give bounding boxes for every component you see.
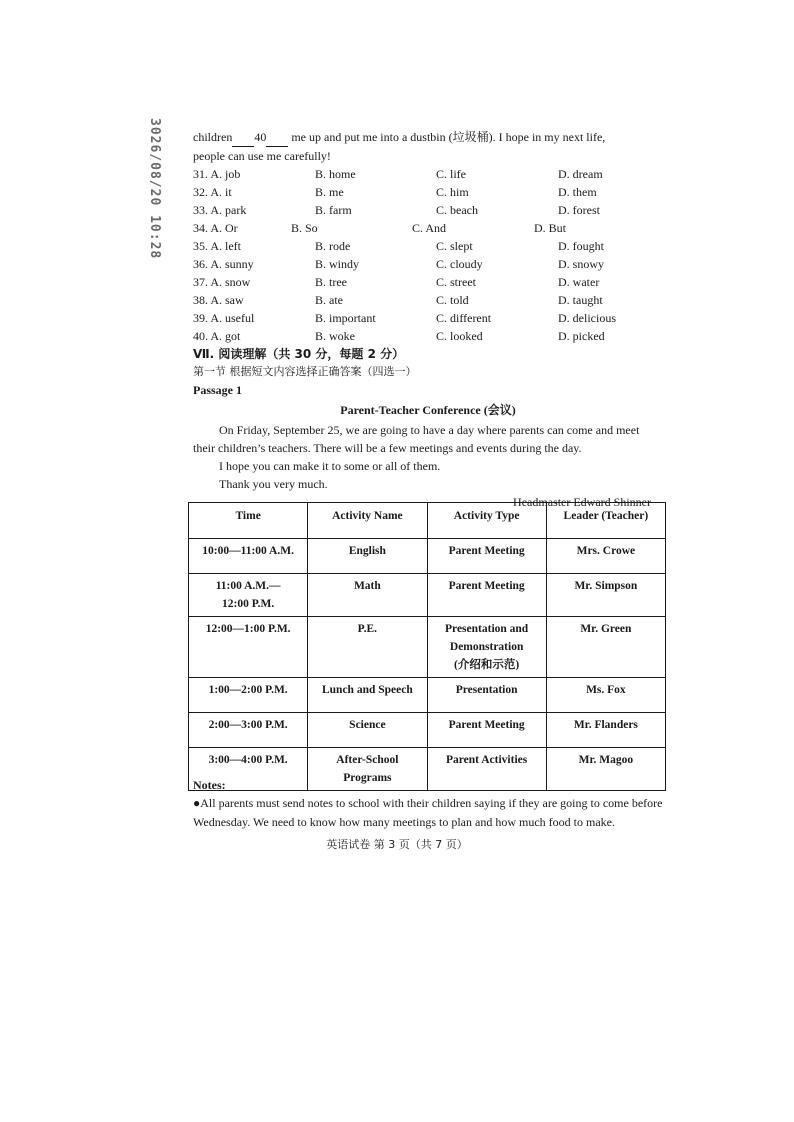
leader-cell: Mr. Simpson [546, 574, 665, 617]
table-row [189, 574, 666, 617]
cloze-line-1 [193, 128, 663, 147]
option-row [193, 219, 663, 237]
option-row [193, 291, 663, 309]
activity-name-cell: P.E. [308, 617, 427, 678]
option-b: B. windy [315, 257, 360, 271]
column-header-activity-type: Activity Type [427, 503, 546, 539]
option-row [193, 201, 663, 219]
option-d: D. delicious [558, 311, 616, 325]
option-c: C. beach [436, 203, 478, 217]
passage-paragraph: I hope you can make it to some or all of them. [219, 459, 441, 473]
option-b: B. So [291, 221, 318, 235]
option-row [193, 327, 663, 345]
option-d: D. But [534, 221, 567, 235]
option-b: B. me [315, 185, 344, 199]
exam-content [193, 128, 663, 511]
column-header-activity-name: Activity Name [308, 503, 427, 539]
activity-type-cell: Parent Meeting [427, 539, 546, 574]
option-c: C. street [436, 275, 476, 289]
option-row [193, 183, 663, 201]
option-b: B. rode [315, 239, 351, 253]
table-row [189, 617, 666, 678]
option-a: 33. A. park [193, 203, 247, 217]
option-c: C. looked [436, 329, 483, 343]
option-row [193, 309, 663, 327]
time-cell: 11:00 A.M.— 12:00 P.M. [189, 574, 308, 617]
cloze-text-before: children [193, 130, 233, 144]
activity-name-cell: English [308, 539, 427, 574]
time-cell: 12:00—1:00 P.M. [189, 617, 308, 678]
activity-name-cell: Science [308, 713, 427, 748]
leader-cell: Ms. Fox [546, 678, 665, 713]
option-b: B. important [315, 311, 376, 325]
options-list [193, 165, 663, 345]
option-a: 31. A. job [193, 167, 241, 181]
option-a: 40. A. got [193, 329, 241, 343]
option-d: D. picked [558, 329, 605, 343]
side-timestamp-stamp: 3026/08/20 10:28 [147, 118, 162, 260]
passage-title: Parent-Teacher Conference (会议) [340, 403, 516, 417]
passage-label: Passage 1 [193, 383, 242, 397]
headmaster-signature: Headmaster Edward Shinner [513, 495, 651, 509]
leader-cell: Mr. Flanders [546, 713, 665, 748]
option-c: C. life [436, 167, 466, 181]
cloze-line-2: people can use me carefully! [193, 149, 331, 163]
option-a: 35. A. left [193, 239, 241, 253]
option-b: B. woke [315, 329, 355, 343]
blank-line [232, 128, 254, 147]
option-c: C. slept [436, 239, 473, 253]
table-row [189, 713, 666, 748]
activity-name-cell: Lunch and Speech [308, 678, 427, 713]
section-subheading: 第一节 根据短文内容选择正确答案（四选一） [193, 365, 417, 378]
leader-cell: Mr. Magoo [546, 748, 665, 791]
time-cell: 3:00—4:00 P.M. [189, 748, 308, 791]
cloze-text-after: me up and put me into a dustbin (垃圾桶). I hope in my next life, [288, 130, 606, 144]
option-a: 34. A. Or [193, 221, 238, 235]
option-d: D. dream [558, 167, 603, 181]
table-header-row [189, 503, 666, 539]
activity-type-cell: Parent Meeting [427, 574, 546, 617]
option-c: C. cloudy [436, 257, 483, 271]
table-row [189, 539, 666, 574]
passage-paragraph: Thank you very much. [219, 477, 328, 491]
activity-name-cell: After-School Programs [308, 748, 427, 791]
page-footer: 英语试卷 第 3 页（共 7 页） [326, 838, 468, 851]
option-a: 38. A. saw [193, 293, 244, 307]
time-cell: 1:00—2:00 P.M. [189, 678, 308, 713]
activity-type-cell: Parent Activities [427, 748, 546, 791]
option-c: C. And [412, 221, 447, 235]
activity-type-cell: Parent Meeting [427, 713, 546, 748]
passage-paragraph: On Friday, September 25, we are going to have a day where parents can come and meet their children’s teachers. There will be a few meetings and events during the day. [193, 423, 640, 455]
activity-type-cell: Presentation and Demonstration (介绍和示范) [427, 617, 546, 678]
option-a: 39. A. useful [193, 311, 255, 325]
leader-cell: Mrs. Crowe [546, 539, 665, 574]
option-d: D. forest [558, 203, 600, 217]
option-d: D. taught [558, 293, 603, 307]
table-row [189, 678, 666, 713]
option-row [193, 237, 663, 255]
option-b: B. home [315, 167, 356, 181]
option-row [193, 273, 663, 291]
time-cell: 10:00—11:00 A.M. [189, 539, 308, 574]
option-row [193, 165, 663, 183]
column-header-time: Time [189, 503, 308, 539]
activity-type-cell: Presentation [427, 678, 546, 713]
option-row [193, 255, 663, 273]
activity-name-cell: Math [308, 574, 427, 617]
option-a: 37. A. snow [193, 275, 251, 289]
blank-number: 40 [254, 130, 267, 144]
option-d: D. water [558, 275, 600, 289]
note-item: ●All parents must send notes to school with their children saying if they are going to come before Wednesday. We need to know how many meetings to plan and how much food to make. [193, 796, 663, 829]
option-d: D. fought [558, 239, 604, 253]
column-header-leader: Leader (Teacher) [546, 503, 665, 539]
section-heading: Ⅶ. 阅读理解（共 30 分，每题 2 分） [193, 347, 405, 361]
schedule-table [188, 502, 666, 791]
notes-section [193, 776, 663, 832]
option-a: 32. A. it [193, 185, 232, 199]
option-c: C. him [436, 185, 469, 199]
option-b: B. tree [315, 275, 347, 289]
option-b: B. ate [315, 293, 343, 307]
option-b: B. farm [315, 203, 352, 217]
option-c: C. different [436, 311, 492, 325]
option-a: 36. A. sunny [193, 257, 254, 271]
time-cell: 2:00—3:00 P.M. [189, 713, 308, 748]
option-d: D. snowy [558, 257, 605, 271]
option-c: C. told [436, 293, 469, 307]
notes-heading: Notes: [193, 778, 226, 792]
option-d: D. them [558, 185, 597, 199]
leader-cell: Mr. Green [546, 617, 665, 678]
blank-line [266, 128, 288, 147]
